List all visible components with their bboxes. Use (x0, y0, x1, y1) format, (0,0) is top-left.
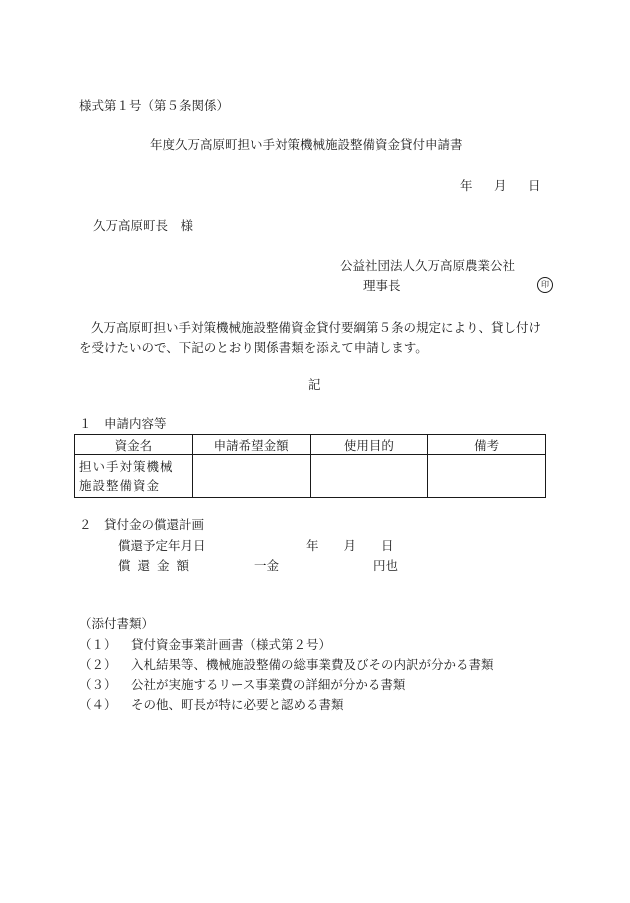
table-header-cell: 使用目的 (310, 435, 428, 455)
fund-name-cell (75, 455, 193, 498)
attachment-text: 貸付資金事業計画書（様式第２号） (131, 637, 332, 652)
addressee: 久万高原町長 様 (93, 218, 194, 233)
repay-amount-prefix: 一金 (254, 558, 280, 573)
repay-amount-suffix: 円也 (373, 558, 399, 573)
date-line (460, 178, 541, 194)
table-header-cell: 申請希望金額 (192, 435, 310, 455)
repay-date-label: 償還予定年月日 (118, 538, 206, 553)
section1-heading: １ 申請内容等 (79, 416, 167, 431)
date-year: 年 (460, 178, 473, 193)
repay-amount-label: 償還金額 (118, 558, 197, 573)
table-header-cell: 備考 (428, 435, 546, 455)
date-month: 月 (494, 178, 507, 193)
application-table (74, 434, 546, 498)
section2-heading: ２ 貸付金の償還計画 (79, 517, 205, 532)
ki-heading: 記 (308, 377, 321, 392)
table-header-row (75, 435, 546, 455)
form-number: 様式第１号（第５条関係） (79, 98, 230, 113)
attachments-heading: （添付書類） (79, 616, 155, 631)
attachment-item (79, 637, 331, 653)
remarks-cell[interactable] (428, 455, 546, 498)
date-day: 日 (528, 178, 541, 193)
attachment-text: 公社が実施するリース事業費の詳細が分かる書類 (131, 677, 406, 692)
fund-name-line1: 担い手対策機械 (79, 459, 174, 474)
attachment-item (79, 657, 494, 673)
table-row (75, 455, 546, 498)
applicant-organization: 公益社団法人久万高原農業公社 (340, 258, 516, 273)
attachment-item (79, 677, 405, 693)
attachment-item (79, 697, 344, 713)
purpose-cell[interactable] (310, 455, 428, 498)
attachment-number: （４） (79, 697, 117, 712)
fund-name-line2: 施設整備資金 (79, 478, 161, 493)
applicant-position: 理事長 (363, 278, 401, 293)
attachment-text: 入札結果等、機械施設整備の総事業費及びその内訳が分かる書類 (131, 657, 494, 672)
repay-date-value: 年 月 日 (306, 538, 394, 553)
seal-mark: 印 (537, 277, 553, 293)
body-paragraph: 久万高原町担い手対策機械施設整備資金貸付要綱第５条の規定により、貸し付けを受けたいので、下記のとおり関係書類を添えて申請します。 (79, 320, 542, 355)
document-title: 年度久万高原町担い手対策機械施設整備資金貸付申請書 (150, 137, 463, 152)
attachment-number: （１） (79, 637, 117, 652)
attachment-number: （３） (79, 677, 117, 692)
table-header-cell: 資金名 (75, 435, 193, 455)
requested-amount-cell[interactable] (192, 455, 310, 498)
attachment-text: その他、町長が特に必要と認める書類 (131, 697, 344, 712)
attachment-number: （２） (79, 657, 117, 672)
